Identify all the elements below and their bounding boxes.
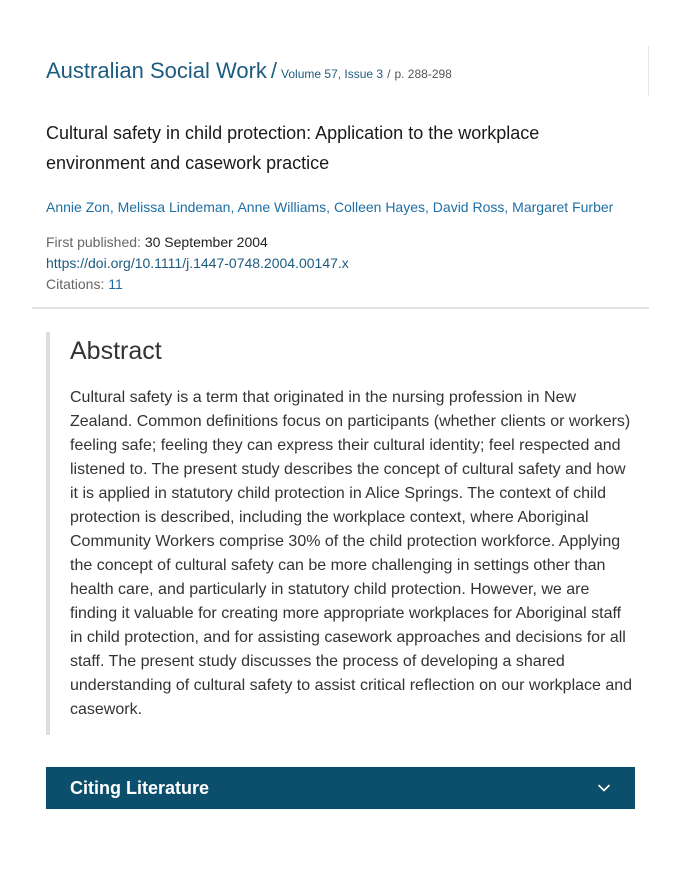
page-range: p. 288-298 (394, 67, 452, 81)
chevron-down-icon (597, 781, 611, 795)
citations-label: Citations: (46, 276, 105, 292)
citing-literature-accordion[interactable] (46, 767, 635, 809)
abstract-text: Cultural safety is a term that originated in the nursing profession in New Zealand. Common definitions focus on participants (whether clients or workers) feeling safe; feeling they can express their cultural identity; feel respected and listened to. The present study describes the concept of cultural safety and how it is applied in statutory child protection in Alice Springs. The context of child protection is described, including the workplace context, where Aboriginal Community Workers comprise 30% of the child protection workforce. Applying the concept of cultural safety can be more challenging in settings other than health care, and particularly in statutory child protection. However, we are finding it valuable for creating more appropriate workplaces for Aboriginal staff in child protection, and for assisting casework approaches and decisions for all staff. The present study discusses the process of developing a shared understanding of cultural safety to assist critical reflection on our workplace and casework. (70, 389, 633, 718)
citing-literature-label: Citing Literature (70, 777, 210, 798)
first-published-label: First published: (46, 234, 141, 250)
abstract-heading: Abstract (70, 337, 162, 365)
journal-header (46, 58, 646, 84)
section-divider (32, 307, 649, 309)
author-link[interactable]: Anne Williams (237, 199, 327, 215)
volume-issue-link[interactable]: Volume 57, Issue 3 (281, 67, 384, 81)
doi-line (46, 253, 646, 274)
author-link[interactable]: David Ross (432, 199, 505, 215)
citations-count-link[interactable]: 11 (108, 276, 123, 292)
edge-divider (648, 46, 649, 96)
article-title: Cultural safety in child protection: Application to the workplace environment and casework practice (46, 123, 540, 173)
journal-title-link[interactable]: Australian Social Work (46, 58, 267, 83)
first-published (46, 232, 646, 253)
author-link[interactable]: Melissa Lindeman (117, 199, 231, 215)
first-published-date: 30 September 2004 (144, 234, 268, 250)
author-link[interactable]: Annie Zon (46, 199, 110, 215)
abstract-section (46, 332, 636, 735)
citations-line (46, 274, 646, 295)
doi-link[interactable]: https://doi.org/10.1111/j.1447-0748.2004.00147.x (46, 255, 349, 271)
breadcrumb-separator: / (387, 67, 391, 81)
author-list: Annie Zon, Melissa Lindeman, Anne Williams, Colleen Hayes, David Ross, Margaret Furber (46, 199, 614, 215)
publication-meta (46, 232, 646, 295)
author-link[interactable]: Colleen Hayes (333, 199, 426, 215)
author-link[interactable]: Margaret Furber (512, 199, 614, 215)
breadcrumb-separator: / (270, 58, 278, 83)
